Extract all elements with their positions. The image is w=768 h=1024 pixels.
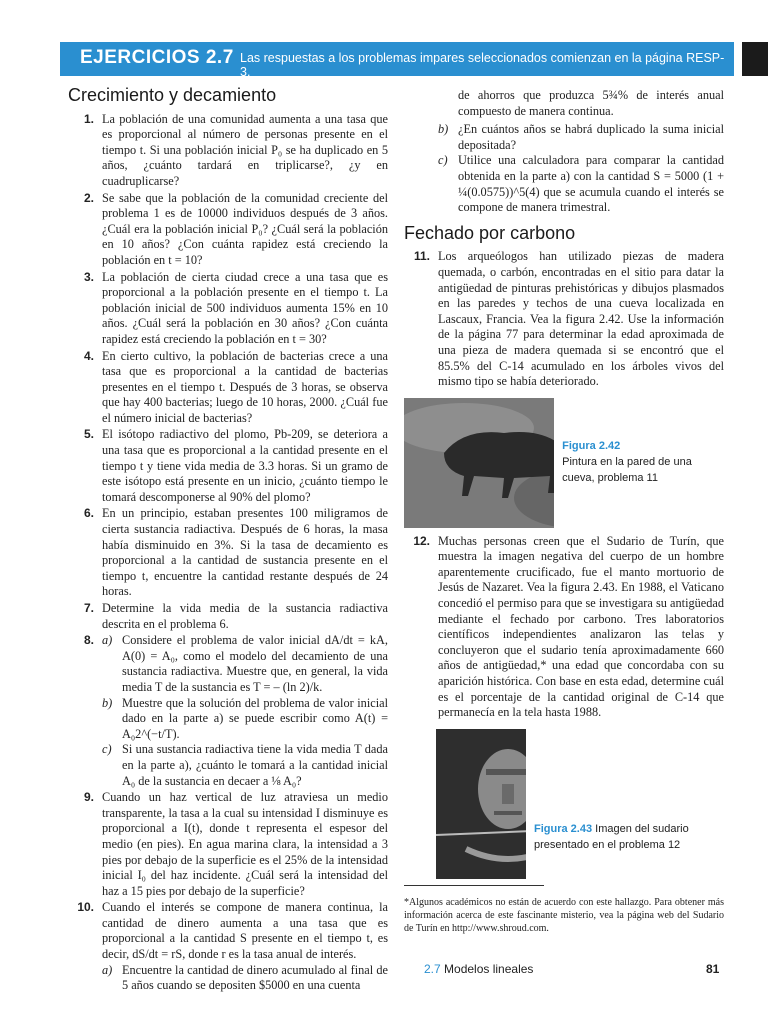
banner-title: EJERCICIOS 2.7 bbox=[80, 47, 234, 68]
cave-painting-image bbox=[404, 398, 554, 528]
problem-text: Cuando el interés se compone de manera continua, la cantidad de dinero aumenta a una tasa que es proporcional a la cantidad S presente en el tiempo t, es decir, dS/dt = rS, donde r es la tasa anual de interés. bbox=[102, 900, 388, 962]
figure-2-43 bbox=[404, 729, 724, 879]
problem-number: 9. bbox=[83, 790, 94, 805]
problem-9 bbox=[68, 790, 388, 899]
problem-text: Los arqueólogos han utilizado piezas de madera quemada, o carbón, encontradas en el sitio para datar la antigüedad de pinturas prehistóricas y dibujos plasmados en las paredes y techos de una cueva localizada en Lascaux, Francia. Vea la figura 2.42. Use la información de la página 77 para determinar la edad aproximada de una pieza de madera quemada si se encontró que el 85.5% del C-14 acumulado en los árboles vivos del mismo tipo se había deteriorado. bbox=[438, 249, 724, 389]
part-text: Muestre que la solución del problema de valor inicial dado en la parte a) se puede escribir como A(t) = A₀2^(−t/T). bbox=[122, 695, 388, 741]
footnote: *Algunos académicos no están de acuerdo con este hallazgo. Para obtener más información acerca de este fascinante misterio, vea la página web del Sudario de Turín en http://www.shroud.com. bbox=[404, 896, 724, 934]
figure-label: Figura 2.42 bbox=[562, 439, 621, 452]
part-text: Considere el problema de valor inicial dA/dt = kA, A(0) = A₀, como el modelo del decamiento de una sustancia radiactiva. Muestre que, en general, la vida media T de la sustancia es T = – (ln 2)/k. bbox=[122, 633, 388, 694]
problem-1 bbox=[68, 112, 388, 190]
part-label: b) bbox=[438, 122, 449, 137]
figure-2-42 bbox=[404, 398, 724, 528]
problem-text: Cuando un haz vertical de luz atraviesa un medio transparente, la tasa a la cual su intensidad I disminuye es proporcional a I(t), donde t representa el espesor del medio (en pies). En agua marina clara, la intensidad a 3 pies por debajo de la superficie es el 25% de la intensidad inicial I₀ del haz incidente. ¿Cuál será la intensidad del haz a 15 pies por debajo de la superficie? bbox=[102, 790, 388, 898]
problem-12 bbox=[404, 534, 724, 721]
problem-text: La población de cierta ciudad crece a una tasa que es proporcional a la población presente en el tiempo t. La población inicial de 500 individuos aumenta 15% en 10 años. ¿Cuál será la población en 30 años? ¿Con cuánta rapidez está creciendo la población en t = 30? bbox=[102, 269, 388, 346]
problem-text: El isótopo radiactivo del plomo, Pb-209, se deteriora a una tasa que es proporcional a la cantidad presente en el tiempo t y tiene vida media de 3.3 horas. Si un gramo de este isótopo está presente en un inicio, ¿cuánto tiempo le tomará descomponerse al 90% del plomo? bbox=[102, 427, 388, 504]
part-c bbox=[102, 742, 388, 789]
page-number: 81 bbox=[706, 962, 720, 976]
part-b bbox=[102, 696, 388, 743]
problem-text: La población de una comunidad aumenta a una tasa que es proporcional al número de personas presente en el tiempo t. Si una población inicial P₀ se ha duplicado en 5 años, ¿cuánto tardará en triplicarse?, ¿y en cuadruplicarse? bbox=[102, 111, 388, 188]
problem-number: 1. bbox=[83, 111, 94, 126]
problem-7 bbox=[68, 601, 388, 632]
part-text: Utilice una calculadora para comparar la cantidad obtenida en la parte a) con la cantidad S = 5000 (1 + ¼(0.0575))^5(4) que se acumula cuando el interés se compone de manera trimestral. bbox=[458, 153, 724, 215]
problem-number: 2. bbox=[83, 190, 94, 205]
problem-10 bbox=[68, 900, 388, 994]
thumb-tab bbox=[742, 42, 768, 76]
part-c bbox=[438, 153, 724, 215]
figure-label: Figura 2.43 bbox=[534, 822, 593, 835]
exercise-banner bbox=[60, 42, 734, 79]
problem-text: En un principio, estaban presentes 100 miligramos de cierta sustancia radiactiva. Después de 6 horas, la masa había disminuido en 3%. Si la tasa de decamiento es proporcional a la cantidad de sustancia presente en el tiempo t, encuentre la cantidad restante después de 24 horas. bbox=[102, 506, 388, 599]
problem-text: Determine la vida media de la sustancia radiactiva descrita en el problema 6. bbox=[102, 601, 388, 631]
problem-number: 7. bbox=[83, 601, 94, 615]
problem-10-parts bbox=[404, 122, 724, 216]
part-label: a) bbox=[102, 962, 113, 977]
part-label: a) bbox=[102, 633, 113, 648]
bison-drawing bbox=[404, 398, 554, 528]
problem-number: 6. bbox=[83, 506, 94, 521]
problem-8 bbox=[68, 633, 388, 789]
problem-number: 3. bbox=[83, 269, 94, 284]
figure-caption bbox=[554, 438, 724, 528]
problem-number: 8. bbox=[83, 633, 94, 648]
problem-text: Se sabe que la población de la comunidad creciente del problema 1 es de 10000 individuos después de 3 años. ¿Cuál era la población inicial P₀? ¿Cuál será la población en 10 años? ¿Con cuánta rapidez está creciendo la población en t = 10? bbox=[102, 190, 388, 267]
part-a bbox=[102, 963, 388, 994]
part-text: Si una sustancia radiactiva tiene la vida media T dada en la parte a), ¿cuánto le tomará a la cantidad inicial A₀ de la sustancia en decaer a ⅛ A₀? bbox=[122, 742, 388, 788]
shroud-face-drawing bbox=[436, 729, 526, 879]
part-text: Encuentre la cantidad de dinero acumulado al final de 5 años cuando se depositen $5000 en una cuenta bbox=[122, 962, 388, 993]
part-label: c) bbox=[438, 153, 448, 168]
figure-caption-text: Imagen del sudario presentado en el problema 12 bbox=[534, 822, 689, 851]
problem-11 bbox=[404, 249, 724, 389]
part-label: b) bbox=[102, 695, 113, 710]
part-b bbox=[438, 122, 724, 153]
left-column bbox=[68, 85, 388, 995]
right-column bbox=[404, 88, 724, 945]
footer-section bbox=[424, 962, 533, 976]
problem-text: En cierto cultivo, la población de bacterias crece a una tasa que es proporcional a la cantidad de bacterias presentes en el tiempo t. Después de 3 horas, se observa que hay 400 bacterias; luego de 10 horas, 2000. ¿Cuál fue el número inicial de bacterias? bbox=[102, 348, 388, 425]
part-a bbox=[102, 633, 388, 695]
section-heading-dating: Fechado por carbono bbox=[404, 222, 576, 243]
problem-number: 11. bbox=[413, 249, 430, 264]
figure-caption-text: Pintura en la pared de una cueva, problema 11 bbox=[562, 455, 692, 484]
part-a-continued: de ahorros que produzca 5¾% de interés anual compuesto de manera continua. bbox=[458, 88, 724, 118]
problem-4 bbox=[68, 349, 388, 427]
problem-5 bbox=[68, 427, 388, 505]
part-label: c) bbox=[102, 742, 112, 757]
problem-number: 4. bbox=[83, 348, 94, 363]
figure-caption bbox=[526, 821, 724, 879]
problem-number: 12. bbox=[413, 533, 430, 548]
problem-6 bbox=[68, 506, 388, 600]
problem-2 bbox=[68, 191, 388, 269]
problem-3 bbox=[68, 270, 388, 348]
shroud-image bbox=[436, 729, 526, 879]
banner-note: Las respuestas a los problemas impares seleccionados comienzan en la página RESP-3. bbox=[240, 51, 725, 79]
footer-section-number: 2.7 bbox=[424, 962, 441, 976]
problem-number: 10. bbox=[77, 900, 94, 915]
problem-number: 5. bbox=[83, 427, 94, 442]
part-text: ¿En cuántos años se habrá duplicado la suma inicial depositada? bbox=[458, 122, 724, 152]
section-heading-growth: Crecimiento y decamiento bbox=[68, 85, 277, 105]
problem-text: Muchas personas creen que el Sudario de Turín, que muestra la imagen negativa del cuerpo de un hombre aparentemente crucificado, fue el manto mortuorio de Jesús de Nazaret. Vea la figura 2.43. En 1988, el Vaticano concedió el permiso para que se investigara su antigüedad mediante el fechado por carbono. Tres laboratorios científicos independientes analizaron las telas y concluyeron que el sudario tenía aproximadamente 660 años de antigüedad,* una edad que concordaba con su aparición histórica. Con base en esta edad, determine cuál es el porcentaje de la cantidad original de C-14 que permanecía en la tela hasta 1988. bbox=[438, 533, 724, 720]
footnote-divider bbox=[404, 885, 544, 886]
footer-section-title: Modelos lineales bbox=[444, 962, 534, 976]
